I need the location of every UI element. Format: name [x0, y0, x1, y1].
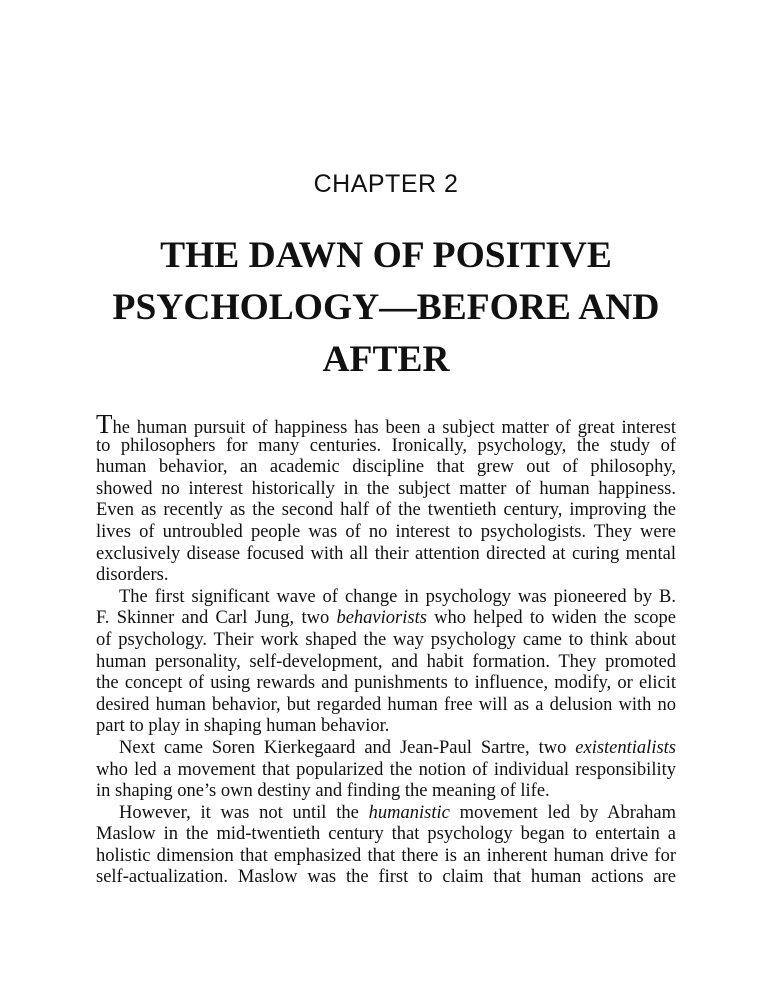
- body-text: [96, 409, 677, 889]
- chapter-title-line: THE DAWN OF POSITIVE: [160, 235, 612, 276]
- emphasis-text: humanistic: [368, 802, 450, 823]
- text-line: [96, 409, 676, 439]
- chapter-title: [86, 230, 686, 386]
- text-line: Maslow in the mid-twentieth century that psychology began to entertain a: [96, 824, 676, 845]
- text-run: he human pursuit of happiness has been a subject matter of great interest: [112, 418, 676, 438]
- text-line: the concept of using rewards and punishments to influence, modify, or elicit: [96, 673, 676, 694]
- paragraph: [96, 409, 676, 587]
- text-line: holistic dimension that emphasized that there is an inherent human drive for: [96, 845, 676, 866]
- drop-cap: T: [96, 409, 113, 439]
- text-run: who helped to widen the scope: [426, 608, 677, 629]
- text-line: [96, 608, 676, 630]
- emphasis-text: behaviorists: [336, 608, 427, 629]
- text-line: desired human behavior, but regarded human free will as a delusion with no: [96, 694, 676, 715]
- text-line: in shaping one’s own destiny and finding the meaning of life.: [96, 781, 550, 802]
- text-line: human behavior, an academic discipline that grew out of philosophy,: [96, 457, 676, 478]
- text-run: Next came Soren Kierkegaard and Jean-Paul Sartre, two: [119, 737, 576, 758]
- text-line: who led a movement that popularized the notion of individual responsibility: [96, 759, 676, 780]
- text-line: lives of untroubled people was of no interest to psychologists. They were: [96, 521, 676, 542]
- text-line: self-actualization. Maslow was the first to claim that human actions are: [96, 867, 676, 888]
- paragraph: [96, 803, 676, 889]
- text-line: human personality, self-development, and habit formation. They promoted: [96, 651, 676, 672]
- emphasis-text: existentialists: [575, 737, 676, 758]
- text-line: [96, 803, 676, 825]
- text-line: showed no interest historically in the subject matter of human happiness.: [96, 478, 676, 499]
- text-line: of psychology. Their work shaped the way psychology came to think about: [96, 629, 676, 650]
- text-line: part to play in shaping human behavior.: [96, 716, 390, 737]
- text-line: disorders.: [96, 565, 169, 586]
- paragraph: [96, 738, 676, 803]
- text-line: to philosophers for many centuries. Ironically, psychology, the study of: [96, 435, 676, 456]
- chapter-label: CHAPTER 2: [313, 170, 459, 198]
- text-line: exclusively disease focused with all their attention directed at curing mental: [96, 543, 676, 564]
- chapter-title-line: AFTER: [322, 339, 450, 380]
- chapter-title-line: PSYCHOLOGY—BEFORE AND: [112, 287, 660, 328]
- paragraph: [96, 587, 676, 738]
- text-run: movement led by Abraham: [449, 802, 676, 823]
- text-run: However, it was not until the: [119, 802, 369, 823]
- text-line: Even as recently as the second half of the twentieth century, improving the: [96, 500, 676, 521]
- text-run: F. Skinner and Carl Jung, two: [96, 608, 337, 629]
- text-line: The first significant wave of change in psychology was pioneered by B.: [119, 586, 676, 607]
- text-line: [96, 738, 676, 760]
